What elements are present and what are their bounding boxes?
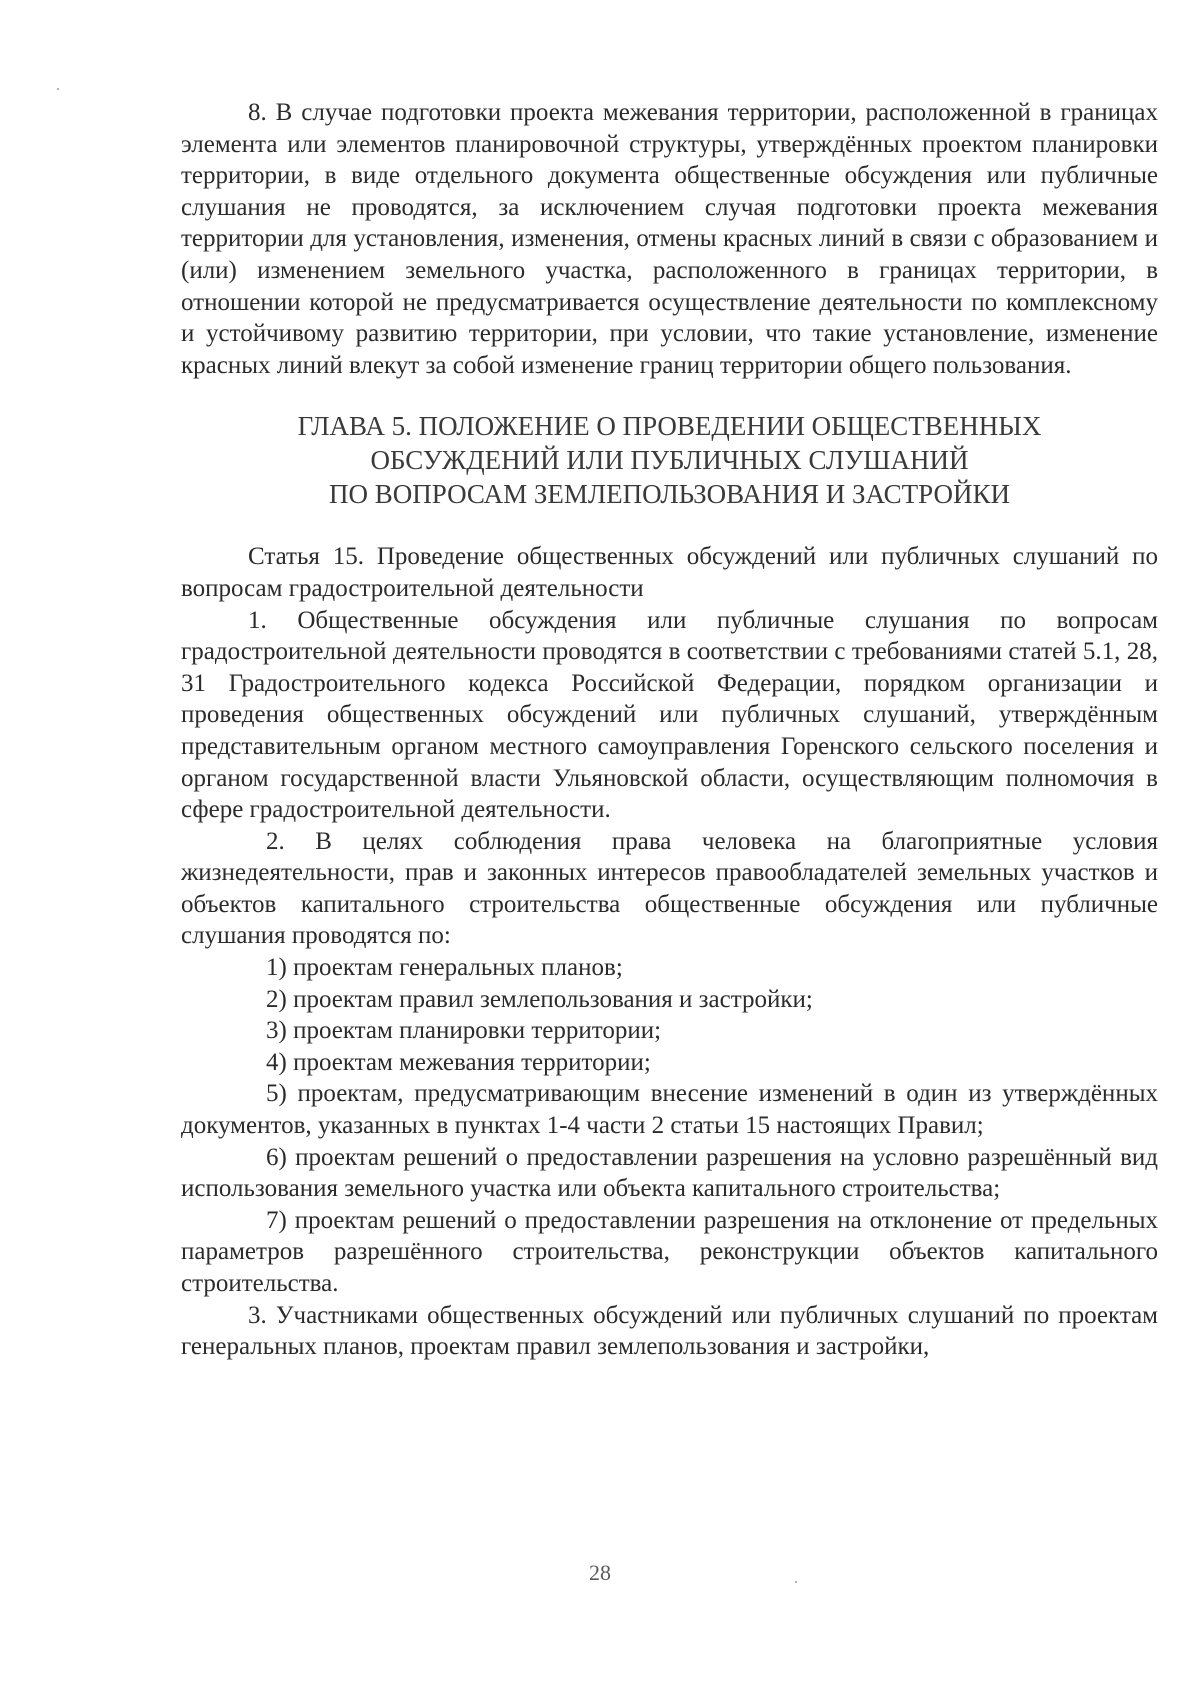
chapter-heading [181,409,1158,511]
page-number: 28 [589,1560,611,1585]
chapter-heading-line-1: ГЛАВА 5. ПОЛОЖЕНИЕ О ПРОВЕДЕНИИ ОБЩЕСТВЕННЫХ [297,411,1042,442]
list-item-2: 2) проектам правил землепользования и застройки; [266,985,813,1013]
article-15-item-1: 1. Общественные обсуждения или публичные слушания по вопросам градостроительной деятельности проводятся в соответствии с требованиями статей 5.1, 28, 31 Градостроительного кодекса Российской Федерации, порядком организации и проведения общественных обсуждений или публичных слушаний, утверждённым представительным органом местного самоуправления Горенского сельского поселения и органом государственной власти Ульяновской области, осуществляющим полномочия в сфере градостроительной деятельности. [181,606,1158,824]
article-15-item-2: 2. В целях соблюдения права человека на благоприятные условия жизнедеятельности, прав и законных интересов правообладателей земельных участков и объектов капитального строительства общественные обсуждения или публичные слушания проводятся по: [181,827,1158,950]
article-15-item-3: 3. Участниками общественных обсуждений или публичных слушаний по проектам генеральных планов, проектам правил землепользования и застройки, [181,1301,1158,1361]
list-item-3: 3) проектам планировки территории; [266,1017,662,1045]
article-15-title: Статья 15. Проведение общественных обсуждений или публичных слушаний по вопросам градостроительной деятельности [181,543,1158,602]
list-item-6: 6) проектам решений о предоставлении разрешения на условно разрешённый вид использования земельного участка или объекта капитального строительства; [181,1143,1158,1203]
page-content [181,97,1158,1363]
chapter-heading-line-2: ОБСУЖДЕНИЙ ИЛИ ПУБЛИЧНЫХ СЛУШАНИЙ [370,445,969,476]
list-item-4: 4) проектам межевания территории; [266,1048,651,1076]
paragraph-8: 8. В случае подготовки проекта межевания территории, расположенной в границах элемента или элементов планировочной структуры, утверждённых проектом планировки территории, в виде отдельного документа общественные обсуждения или публичные слушания не проводятся, за исключением случая подготовки проекта межевания территории для установления, изменения, отмены красных линий в связи с образованием и (или) изменением земельного участка, расположенного в границах территории, в отношении которой не предусматривается осуществление деятельности по комплексному и устойчивому развитию территории, при условии, что такие установление, изменение красных линий влекут за собой изменение границ территории общего пользования. [181,99,1158,379]
list-item-5: 5) проектам, предусматривающим внесение изменений в один из утверждённых документов, указанных в пунктах 1-4 части 2 статьи 15 настоящих Правил; [181,1080,1158,1140]
list-item-1: 1) проектам генеральных планов; [266,954,623,982]
scan-speck [57,88,59,90]
list-item-7: 7) проектам решений о предоставлении разрешения на отклонение от предельных параметров разрешённого строительства, реконструкции объектов капитального строительства. [181,1206,1158,1297]
chapter-heading-line-3: ПО ВОПРОСАМ ЗЕМЛЕПОЛЬЗОВАНИЯ И ЗАСТРОЙКИ [329,479,1010,510]
